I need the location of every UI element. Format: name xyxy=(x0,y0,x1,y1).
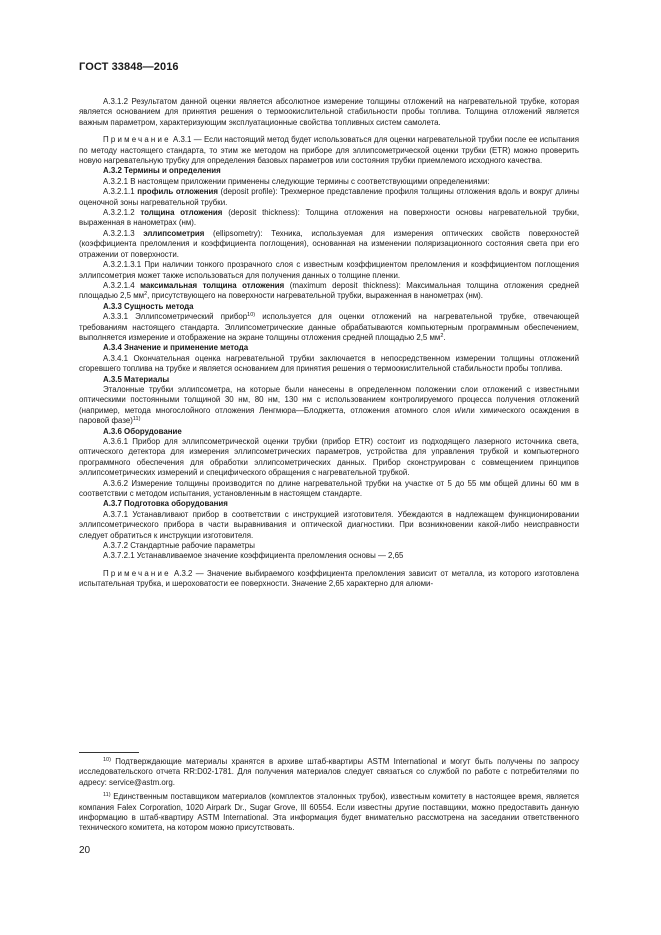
note-text: А.3.2 — Значение выбираемого коэффициента преломления зависит от металла, из которого изготовлена испытательная трубка, и шероховатости ее поверхности. Значение 2,65 характерно для алюми- xyxy=(79,568,579,589)
clause-number: А.3.2.1.2 xyxy=(103,208,141,218)
paragraph-a3721: А.3.7.2.1 Устанавливаемое значение коэффициента преломления основы — 2,65 xyxy=(103,551,404,561)
paragraph-a3212 xyxy=(79,208,579,229)
superscript: 2 xyxy=(440,332,444,339)
page-number: 20 xyxy=(79,845,91,856)
main-text xyxy=(79,97,579,590)
footnote-10 xyxy=(79,757,579,788)
note-text: А.3.1 — Если настоящий метод будет использоваться для оценки нагревательной трубки после ее испытания по методу настоящего стандарта, то этим же методом на приборе для эллипсометрической оценки трубки (ETR) можно проверить новую нагревательную трубку для определения базовых параметров или состояния трубки приемлемого исходного качества. xyxy=(79,135,579,166)
footnote-text: Подтверждающие материалы хранятся в архиве штаб-квартиры ASTM International и могут быть получены по запросу исследовательского отчета RR:D02-1781. Для получения материалов следует связаться со службой по работе с потребителями по адресу: service@astm.org. xyxy=(79,757,579,787)
definition: (deposit thickness): Толщина отложения на поверхности основы нагревательной трубки, выраженная в нанометрах (нм). xyxy=(79,208,580,228)
heading-a35: А.3.5 Материалы xyxy=(103,374,170,384)
text: Эталонные трубки эллипсометра, на которые были нанесены в определенном положении слои отложений с известными оптическими постоянными толщиной 30 нм, 80 нм, 130 нм с использованием контролируемого процесса получения отложений (например, метода многослойного отложения Ленгмюра—Блоджетта, отложения атомного слоя и/или химического осаждения в паровой фазе) xyxy=(79,384,579,426)
paragraph-a3214 xyxy=(79,281,579,302)
term: толщина отложения xyxy=(140,208,223,218)
clause-number: А.3.2.1.4 xyxy=(103,280,141,290)
definition: (deposit profile): Трехмерное представление профиля толщины отложения вдоль и вокруг длины оценочной зоны нагревательной трубки. xyxy=(79,187,580,207)
note-a31 xyxy=(79,135,579,166)
definition-end: , присутствующего на поверхности нагревательной трубки, выраженная в нанометрах (нм). xyxy=(147,291,483,301)
paragraph-a372: А.3.7.2 Стандартные рабочие параметры xyxy=(103,541,255,551)
paragraph-a321: А.3.2.1 В настоящем приложении применены следующие термины с соответствующими определениями: xyxy=(103,176,490,186)
paragraph-a3211 xyxy=(79,187,579,208)
footnote-ref-10: 10) xyxy=(247,312,256,319)
paragraph-a35 xyxy=(79,385,579,427)
term: максимальная толщина отложения xyxy=(140,280,285,290)
heading-a33: А.3.3 Сущность метода xyxy=(103,301,194,311)
paragraph-a341: А.3.4.1 Окончательная оценка нагревательной трубки заключается в непосредственном измерении толщины отложений сгоревшего топлива на трубке и является основанием для принятия решения о термоокислительной стабильности пробы топлива. xyxy=(79,353,579,374)
definition: (maximum deposit thickness): Максимальная толщина отложения средней площадью 2,5 мм xyxy=(79,280,580,301)
clause-number: А.3.2.1.1 xyxy=(103,187,138,197)
footnote-11 xyxy=(79,792,579,834)
note-label: Примечание xyxy=(103,135,171,145)
paragraph-a331 xyxy=(79,312,579,343)
paragraph-a3213 xyxy=(79,229,579,260)
heading-a36: А.3.6 Оборудование xyxy=(103,426,182,436)
term: профиль отложения xyxy=(137,187,218,197)
text: используется для оценки отложений на нагревательной трубке, отвечающей требованиям настоящего стандарта. Эллипсометрические данные обрабатываются компьютерным программным обеспечением, выполняется измерение и отображение на экране толщины отложения средней площадью 2,5 мм xyxy=(79,312,579,342)
document-header: ГОСТ 33848—2016 xyxy=(79,61,179,73)
footnote-mark: 11) xyxy=(103,792,111,799)
paragraph-a362: А.3.6.2 Измерение толщины производится по длине нагревательной трубки на участке от 5 до 55 мм общей длины 60 мм в соответствии с методом испытания, установленным в настоящем стандарте. xyxy=(79,478,579,499)
heading-a32: А.3.2 Термины и определения xyxy=(103,166,221,176)
text: А.3.3.1 Эллипсометрический прибор xyxy=(103,312,248,322)
clause-number: А.3.2.1.3 xyxy=(103,228,144,238)
note-a32 xyxy=(79,569,579,590)
footnotes xyxy=(79,757,579,834)
text: . xyxy=(443,332,446,342)
heading-a37: А.3.7 Подготовка оборудования xyxy=(103,499,228,509)
superscript: 2 xyxy=(144,291,148,298)
footnote-mark: 10) xyxy=(103,757,111,763)
footnote-separator xyxy=(79,752,139,753)
paragraph-a371: А.3.7.1 Устанавливают прибор в соответствии с инструкцией изготовителя. Убеждаются в надлежащем функционировании эллипсометрического прибора в части выравнивания и оптической диагностики. При возникновении какой-либо неисправности следует обратиться к инструкции изготовителя. xyxy=(79,509,579,540)
note-label: Примечание xyxy=(103,568,171,578)
definition: (ellipsometry): Техника, используемая для измерения оптических свойств поверхностей (коэффициента преломления и коэффициента поглощения), основанная на изменении поляризационного состояния света при его отражении от поверхности. xyxy=(79,228,579,259)
footnote-text: Единственным поставщиком материалов (комплектов эталонных трубок), известным комитету в настоящее время, является компания Falex Corporation, 1020 Airpark Dr., Sugar Grove, Ill 60554. Если известны другие поставщики, можно предоставить данную информацию в штаб-квартиру ASTM International. Эта информация будет внимательно рассмотрена на заседании ответственного технического комитета, на котором можно присутствовать. xyxy=(79,792,579,833)
term: эллипсометрия xyxy=(143,228,205,238)
paragraph-a312: А.3.1.2 Результатом данной оценки является абсолютное измерение толщины отложений на нагревательной трубке, которая является основанием для принятия решения о термоокислительной стабильности пробы топлива. Толщина отложений является важным параметром, характеризующим эксплуатационные свойства топливных систем самолета. xyxy=(79,97,579,127)
paragraph-a32131: А.3.2.1.3.1 При наличии тонкого прозрачного слоя с известным коэффициентом преломления и коэффициентом поглощения эллипсометрия может также использоваться для получения данных о толщине пленки. xyxy=(79,260,579,280)
footnote-ref-11: 11) xyxy=(132,416,141,423)
heading-a34: А.3.4 Значение и применение метода xyxy=(103,343,249,353)
paragraph-a361: А.3.6.1 Прибор для эллипсометрической оценки трубки (прибор ETR) состоит из подходящего лазерного источника света, оптического детектора для измерения эллипсометрических параметров, устройства для управления трубкой и компьютерного программного обеспечения для обработки эллипсометрических данных. Прибор сконструирован с совмещением принципов эллипсометрических измерений и специфического обращения с нагревательной трубкой. xyxy=(79,437,579,478)
